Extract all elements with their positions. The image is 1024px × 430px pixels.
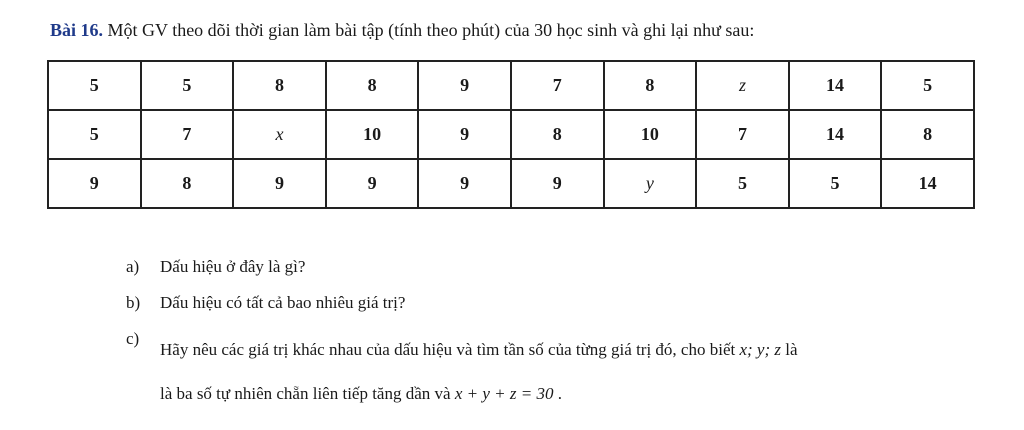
table-cell: 9 bbox=[511, 159, 604, 208]
exercise-title bbox=[50, 20, 754, 41]
exercise-statement: Một GV theo dõi thời gian làm bài tập (tính theo phút) của 30 học sinh và ghi lại như sau: bbox=[103, 20, 755, 40]
table-cell: 9 bbox=[326, 159, 419, 208]
question-c-variables: x; y; z bbox=[739, 340, 781, 359]
table-cell: 8 bbox=[881, 110, 974, 159]
table-cell: 9 bbox=[418, 159, 511, 208]
data-table bbox=[47, 60, 975, 209]
table-cell: 14 bbox=[789, 61, 882, 110]
question-list bbox=[126, 256, 996, 430]
table-cell: 9 bbox=[418, 61, 511, 110]
table-cell: 9 bbox=[418, 110, 511, 159]
question-c bbox=[126, 328, 996, 416]
table-cell: z bbox=[696, 61, 789, 110]
question-c-text-part3: là ba số tự nhiên chẵn liên tiếp tăng dần và bbox=[160, 384, 455, 403]
table-cell: 5 bbox=[141, 61, 234, 110]
question-c-text-part2: là bbox=[781, 340, 798, 359]
table-cell: 7 bbox=[696, 110, 789, 159]
table-cell: 14 bbox=[789, 110, 882, 159]
question-b-text: Dấu hiệu có tất cả bao nhiêu giá trị? bbox=[160, 293, 406, 312]
table-cell: 7 bbox=[141, 110, 234, 159]
table-cell: 10 bbox=[326, 110, 419, 159]
question-c-text-part1: Hãy nêu các giá trị khác nhau của dấu hiệu và tìm tần số của từng giá trị đó, cho biết bbox=[160, 340, 740, 359]
table-row bbox=[48, 61, 974, 110]
table-cell: 8 bbox=[233, 61, 326, 110]
question-a-text: Dấu hiệu ở đây là gì? bbox=[160, 257, 306, 276]
question-c-text-part4: . bbox=[553, 384, 562, 403]
table-cell: 5 bbox=[789, 159, 882, 208]
table-cell: 10 bbox=[604, 110, 697, 159]
table-cell: 5 bbox=[48, 110, 141, 159]
table-cell: 8 bbox=[326, 61, 419, 110]
table-cell: 9 bbox=[48, 159, 141, 208]
question-b-mark: b) bbox=[126, 293, 141, 312]
table-cell: 8 bbox=[604, 61, 697, 110]
table-cell: 7 bbox=[511, 61, 604, 110]
table-cell: 5 bbox=[881, 61, 974, 110]
question-c-equation: x + y + z = 30 bbox=[454, 384, 554, 403]
question-a-mark: a) bbox=[126, 257, 140, 276]
table-row bbox=[48, 110, 974, 159]
table-row bbox=[48, 159, 974, 208]
table-cell: x bbox=[233, 110, 326, 159]
table-cell: 8 bbox=[511, 110, 604, 159]
question-c-mark: c) bbox=[126, 329, 140, 348]
table-cell: 5 bbox=[48, 61, 141, 110]
exercise-number: Bài 16. bbox=[50, 20, 104, 40]
question-c-text bbox=[160, 328, 996, 416]
table-cell: 5 bbox=[696, 159, 789, 208]
table-cell: y bbox=[604, 159, 697, 208]
question-a bbox=[126, 256, 996, 278]
table-cell: 9 bbox=[233, 159, 326, 208]
question-b bbox=[126, 292, 996, 314]
table-cell: 14 bbox=[881, 159, 974, 208]
table-cell: 8 bbox=[141, 159, 234, 208]
